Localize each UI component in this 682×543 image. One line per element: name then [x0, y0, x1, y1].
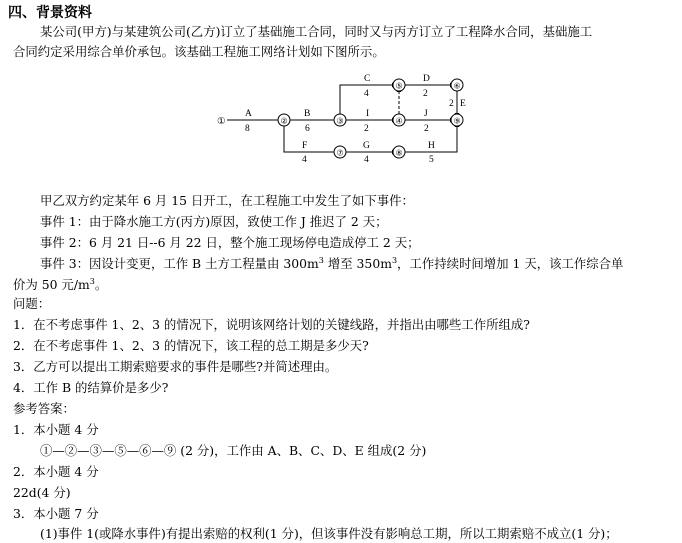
question-2: 2．在不考虑事件 1、2、3 的情况下，该工程的总工期是多少天? [13, 338, 369, 353]
activity-j-name: J [424, 109, 428, 119]
event-3-sup-a: 3 [318, 255, 324, 265]
answer-3-header: 3．本小题 7 分 [13, 506, 99, 521]
section-title: 四、背景资料 [8, 5, 92, 21]
activity-b-name: B [304, 109, 311, 119]
answer-3-body: (1)事件 1(或降水事件)有提出索赔的权利(1 分)，但该事件没有影响总工期，所以工期索赔不成立(1 分)； [40, 526, 618, 541]
activity-f-duration: 4 [302, 155, 307, 165]
node-4 [393, 114, 405, 126]
network-diagram [208, 68, 478, 168]
answer-2-header: 2．本小题 4 分 [13, 464, 99, 479]
activity-i-name: I [366, 109, 370, 119]
activity-e-duration: 2 [449, 99, 454, 109]
node-9 [451, 114, 463, 126]
intro-line-1: 某公司(甲方)与某建筑公司(乙方)订立了基础施工合同，同时又与丙方订立了工程降水合同，基础施工 [40, 24, 593, 39]
event-3-text-d: 价为 50 元/m [13, 277, 90, 292]
activity-f-name: F [302, 141, 308, 151]
activity-a-duration: 8 [245, 124, 250, 134]
event-3-line-1 [40, 256, 623, 272]
activity-g-name: G [363, 141, 370, 151]
activity-c-name: C [364, 74, 371, 84]
question-1: 1．在不考虑事件 1、2、3 的情况下，说明该网络计划的关键线路，并指出由哪些工作所组成? [13, 317, 530, 332]
node-2 [278, 114, 290, 126]
event-3-line-2 [13, 277, 107, 293]
activity-j-duration: 2 [424, 124, 429, 134]
activity-d-name: D [423, 74, 430, 84]
activity-h-duration: 5 [429, 155, 434, 165]
activity-c-duration: 4 [364, 89, 369, 99]
node-5-label: ⑤ [395, 81, 403, 91]
answer-2-body: 22d(4 分) [13, 485, 71, 500]
event-1: 事件 1：由于降水施工方(丙方)原因，致使工作 J 推迟了 2 天； [40, 214, 388, 229]
node-7-label: ⑦ [336, 148, 344, 158]
node-3-label: ③ [336, 116, 344, 126]
node-1-label: ① [217, 117, 226, 127]
node-7 [334, 146, 346, 158]
activity-e-name: E [460, 99, 466, 109]
event-2: 事件 2：6 月 21 日--6 月 22 日，整个施工现场停电造成停工 2 天； [40, 235, 420, 250]
questions-label: 问题： [13, 296, 51, 311]
node-3 [334, 114, 346, 126]
node-8-label: ⑧ [395, 148, 403, 158]
answer-1-header: 1．本小题 4 分 [13, 422, 99, 437]
node-6-label: ⑥ [453, 81, 461, 91]
node-4-label: ④ [395, 116, 403, 126]
activity-g-duration: 4 [364, 155, 369, 165]
event-3-text-a: 事件 3：因设计变更，工作 B 土方工程量由 300m [40, 256, 319, 271]
activity-b-duration: 6 [305, 124, 310, 134]
question-3: 3．乙方可以提出工期索赔要求的事件是哪些?并简述理由。 [13, 359, 338, 374]
node-2-label: ② [280, 116, 288, 126]
activity-i-duration: 2 [364, 124, 369, 134]
answers-label: 参考答案： [13, 401, 75, 416]
intro-line-2: 合同约定采用综合单价承包。该基础工程施工网络计划如下图所示。 [13, 44, 385, 59]
activity-d-duration: 2 [423, 89, 428, 99]
node-8 [393, 146, 405, 158]
events-intro: 甲乙双方约定某年 6 月 15 日开工，在工程施工中发生了如下事件： [40, 193, 414, 208]
event-3-text-b: 增至 350m [323, 256, 392, 271]
event-3-sup-c: 3 [89, 276, 95, 286]
node-6 [451, 79, 463, 91]
node-5 [393, 79, 405, 91]
activity-h-name: H [428, 141, 435, 151]
event-3-sup-b: 3 [391, 255, 398, 265]
question-4: 4．工作 B 的结算价是多少? [13, 380, 169, 395]
node-1 [217, 116, 226, 127]
event-3-text-c: ，工作持续时间增加 1 天，该工作综合单 [397, 256, 624, 271]
event-3-text-e: 。 [94, 277, 108, 292]
answer-1-body: ①—②—③—⑤—⑥—⑨ (2 分)，工作由 A、B、C、D、E 组成(2 分) [40, 443, 427, 458]
node-9-label: ⑨ [453, 116, 461, 126]
activity-a-name: A [245, 109, 252, 119]
